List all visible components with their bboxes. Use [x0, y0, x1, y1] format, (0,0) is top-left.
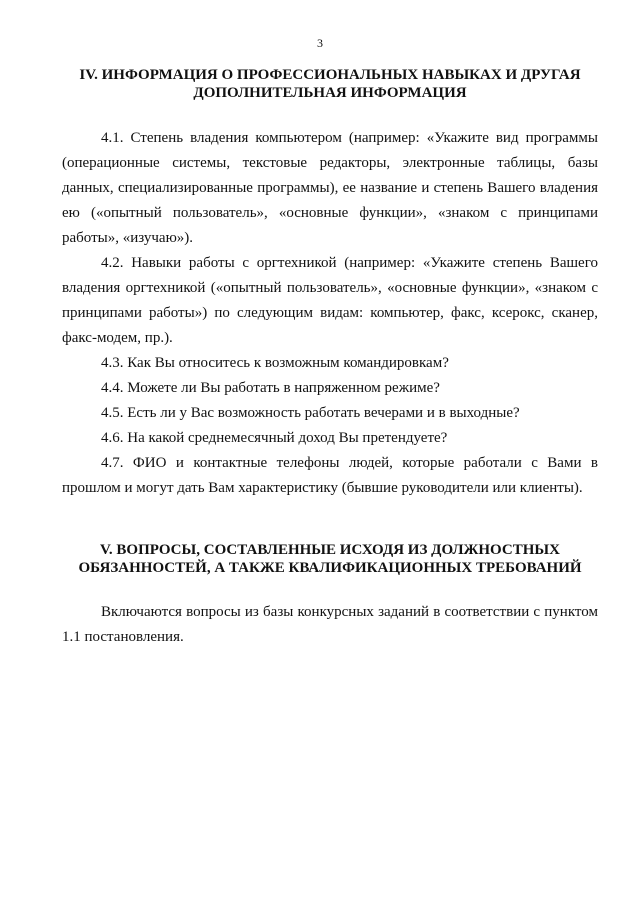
item-4-5: 4.5. Есть ли у Вас возможность работать вечерами и в выходные? [101, 405, 520, 421]
section-4-heading-line-2: ДОПОЛНИТЕЛЬНАЯ ИНФОРМАЦИЯ [193, 85, 467, 101]
page-number: 3 [317, 36, 323, 50]
section-5-heading [60, 541, 600, 577]
section-5-heading-line-2: ОБЯЗАННОСТЕЙ, А ТАКЖЕ КВАЛИФИКАЦИОННЫХ ТРЕБОВАНИЙ [78, 560, 582, 576]
item-4-4: 4.4. Можете ли Вы работать в напряженном режиме? [101, 380, 440, 396]
section-4-heading [60, 66, 600, 102]
item-4-1: 4.1. Степень владения компьютером (например: «Укажите вид программы (операционные системы, текстовые редакторы, электронные таблицы, базы данных, специализированные программы), ее название и степень Вашего владения ею («опытный пользователь», «основные функции», «знаком с принципами работы», «изучаю»). [62, 130, 598, 246]
section-4-body [62, 126, 598, 501]
section-5-body [62, 600, 598, 650]
item-4-6: 4.6. На какой среднемесячный доход Вы претендуете? [101, 430, 448, 446]
section-4-heading-line-1: IV. ИНФОРМАЦИЯ О ПРОФЕССИОНАЛЬНЫХ НАВЫКАХ И ДРУГАЯ [79, 67, 581, 83]
item-4-3: 4.3. Как Вы относитесь к возможным командировкам? [101, 355, 449, 371]
item-4-7: 4.7. ФИО и контактные телефоны людей, которые работали с Вами в прошлом и могут дать Вам характеристику (бывшие руководители или клиенты). [62, 455, 598, 496]
section-5-heading-line-1: V. ВОПРОСЫ, СОСТАВЛЕННЫЕ ИСХОДЯ ИЗ ДОЛЖНОСТНЫХ [100, 542, 560, 558]
section-5-paragraph: Включаются вопросы из базы конкурсных заданий в соответствии с пунктом 1.1 постановления. [62, 604, 598, 645]
item-4-2: 4.2. Навыки работы с оргтехникой (например: «Укажите степень Вашего владения оргтехникой («опытный пользователь», «основные функции», «знаком с принципами работы») по следующим видам: компьютер, факс, ксерокс, сканер, факс-модем, пр.). [62, 255, 598, 346]
